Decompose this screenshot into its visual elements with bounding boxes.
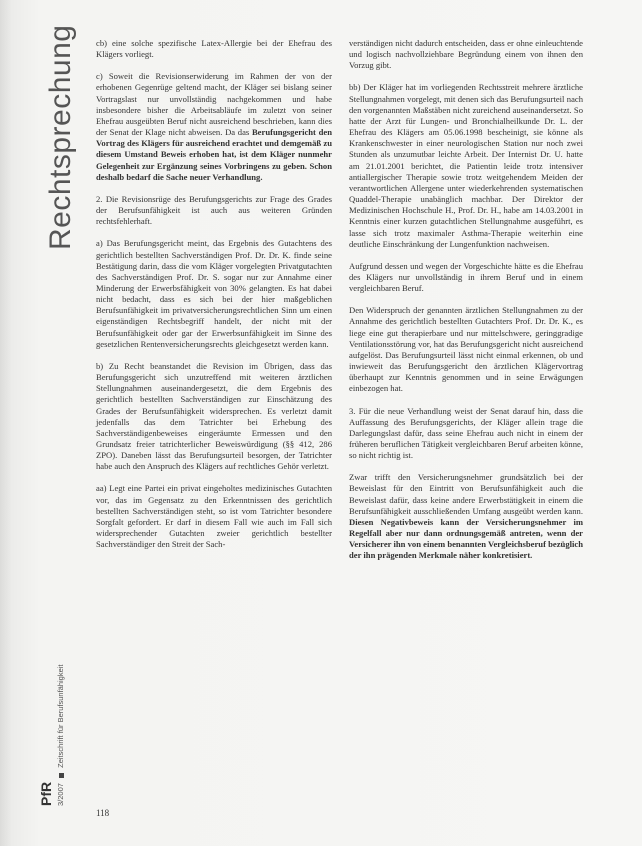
journal-logo: PfR bbox=[38, 781, 54, 806]
paragraph: cb) eine solche spezifische Latex-Allergie bei der Ehefrau des Klägers vorliegt. bbox=[96, 38, 332, 60]
paragraph: verständigen nicht dadurch entscheiden, dass er ohne einleuchtende und logisch nachvollziehbare Begründung einem von ihnen den Vorzug gibt. bbox=[349, 38, 583, 71]
paragraph: bb) Der Kläger hat im vorliegenden Rechtsstreit mehrere ärztliche Stellungnahmen vorgelegt, mit denen sich das Berufungsurteil nach den vorgenannten Maßstäben nicht zureichend auseinandersetzt. So hatte der Arzt für Lungen- und Bronchialheilkunde Dr. L. der Ehefrau des Klägers am 05.06.1998 bescheinigt, sie könne als Krankenschwester in einer neurologischen Station nur noch zwei Stunden als unzumutbar leichte Arbeit. Der Internist Dr. U. hatte am 21.01.2001 berichtet, die Patientin leide trotz intensiver antiallergischer Therapie sowie trotz weitgehendem Meiden der verantwortlichen Allergene unter wiederkehrenden systematischen Quaddel-Therapie unabänglich machbar. Der Direktor der Medizinischen Hochschule H., Prof. Dr. H., habe am 14.03.2001 in Kenntnis einer kurzen gutachtlichen Stellungnahme ausgeführt, es lasse sich trotz maximaler Asthma-Therapie weiterhin eine deutliche Einschränkung der Lungenfunktion nachweisen. bbox=[349, 82, 583, 249]
paragraph: Aufgrund dessen und wegen der Vorgeschichte hätte es die Ehefrau des Klägers nur unvollständig in ihrem Beruf und in einem vergleichbaren Beruf. bbox=[349, 260, 583, 294]
page-number: 118 bbox=[96, 808, 110, 818]
journal-issue-line bbox=[56, 664, 65, 806]
paragraph-bold-text: Diesen Negativbeweis kann der Versicherungsnehmer im Regelfall aber nur dann ordnungsgemäß antreten, wenn der Versicherer ihn von einem benannten Vergleichsberuf bezüglich der ihn prägenden Merkmale näher konkretisiert. bbox=[349, 516, 583, 561]
left-column bbox=[96, 38, 332, 561]
paragraph: a) Das Berufungsgericht meint, das Ergebnis des Gutachtens des gerichtlich bestellten Sachverständigen Prof. Dr. Dr. K. finde seine Bestätigung darin, dass die vom Kläger vorgelegten Privatgutachten des Sachverständigen Prof. Dr. S. sogar nur zur Annahme einer Minderung der Erwerbsfähigkeit von 30% gelangten. Es hat dabei nicht bedacht, dass es sich bei der hier maßgeblichen Berufsunfähigkeit im privatversicherungsrechtlichen Sinn um einen eigenständigen Rechtsbegriff handelt, der nicht mit der Berufsunfähigkeit oder gar der Erwerbsunfähigkeit im Sinne des gesetzlichen Rentenversicherungsrechts gleichgesetzt werden kann. bbox=[96, 238, 332, 349]
paragraph: Den Widerspruch der genannten ärztlichen Stellungnahmen zu der Annahme des gerichtlich bestellten Gutachters Prof. Dr. Dr. K., es liege eine gut therapierbare und nur mittelschwere, geringgradige Ventilationsstörung vor, hat das Berufungsgericht nicht ausreichend aufgelöst. Das Berufungsurteil lässt nicht einmal erkennen, ob und inwieweit das Berufungsgericht den ärztlichen Klägervortrag überhaupt zur Kenntnis genommen und in seine Erwägungen einbezogen hat. bbox=[349, 305, 583, 394]
paragraph: 2. Die Revisionsrüge des Berufungsgerichts zur Frage des Grades der Berufsunfähigkeit ist auch aus weiteren Gründen rechtsfehlerhaft. bbox=[96, 193, 332, 227]
issue-number: 3/2007 bbox=[56, 783, 65, 806]
right-column bbox=[349, 38, 583, 573]
square-bullet-icon bbox=[59, 773, 64, 778]
paragraph-text: Zwar trifft den Versicherungsnehmer grundsätzlich bei der Beweislast für den Eintritt von Berufsunfähigkeit auch die Beweislast dafür, dass keine andere Erwerbstätigkeit in einem die Berufsunfähigkeit ausschließenden Umfang ausgeübt werden kann. bbox=[349, 472, 583, 516]
paragraph: aa) Legt eine Partei ein privat eingeholtes medizinisches Gutachten vor, das im Gegensatz zu den Erkenntnissen des gerichtlich bestellten Sachverständigen steht, so ist vom Tatrichter besondere Sorgfalt gefordert. Er darf in diesem Fall wie auch im Fall sich widersprechender Gutachten zweier gerichtlich bestellter Sachverständiger den Streit der Sach- bbox=[96, 483, 332, 550]
journal-name: Zeitschrift für Berufsunfähigkeit bbox=[56, 664, 65, 768]
section-title: Rechtsprechung bbox=[44, 24, 77, 250]
paragraph bbox=[96, 71, 332, 183]
paragraph-text: c) Soweit die Revisionserwiderung im Rahmen der von der erhobenen Gegenrüge geltend macht, der Kläger sei bislang seiner Vortragslast nur unvollständig nachgekommen und habe insbesondere bisher die Arbeitsabläufe im zuletzt von seiner Ehefrau ausgeübten Beruf nicht ausreichend beschrieben, kann dies der Senat der Klage nicht abweisen. Da das bbox=[96, 71, 332, 138]
paragraph-bold-text: Berufungsgericht den Vortrag des Klägers für ausreichend erachtet und demgemäß zu diesem Umstand Beweis erhoben hat, ist dem Kläger nunmehr Gelegenheit zur Ergänzung seines Vorbringens zu geben. Schon deshalb bedarf die Sache neuer Verhandlung. bbox=[96, 127, 332, 182]
paragraph: 3. Für die neue Verhandlung weist der Senat darauf hin, dass die Auffassung des Berufungsgerichts, der Kläger allein trage die Darlegungslast dafür, dass seine Ehefrau auch nicht in einem der früheren beruflichen Tätigkeit vergleichbaren Beruf arbeiten könne, so nicht richtig ist. bbox=[349, 405, 583, 461]
paragraph bbox=[349, 472, 583, 561]
paragraph: b) Zu Recht beanstandet die Revision im Übrigen, dass das Berufungsgericht sich unzutreffend mit weiteren ärztlichen Stellungnahmen auseinandergesetzt, die dem Ergebnis des gerichtlich bestellten Sachverständigen zur Einschätzung des Grades der Berufsunfähigkeit widersprechen. Es verletzt damit jedenfalls das dem Tatrichter bei Erhebung des Sachverständigenbeweises eingeräumte Ermessen und den Grundsatz freier tatrichterlicher Beweiswürdigung (§§ 412, 286 ZPO). Daneben lässt das Berufungsurteil besorgen, der Tatrichter habe auch den Anspruch des Klägers auf rechtliches Gehör verletzt. bbox=[96, 360, 332, 472]
